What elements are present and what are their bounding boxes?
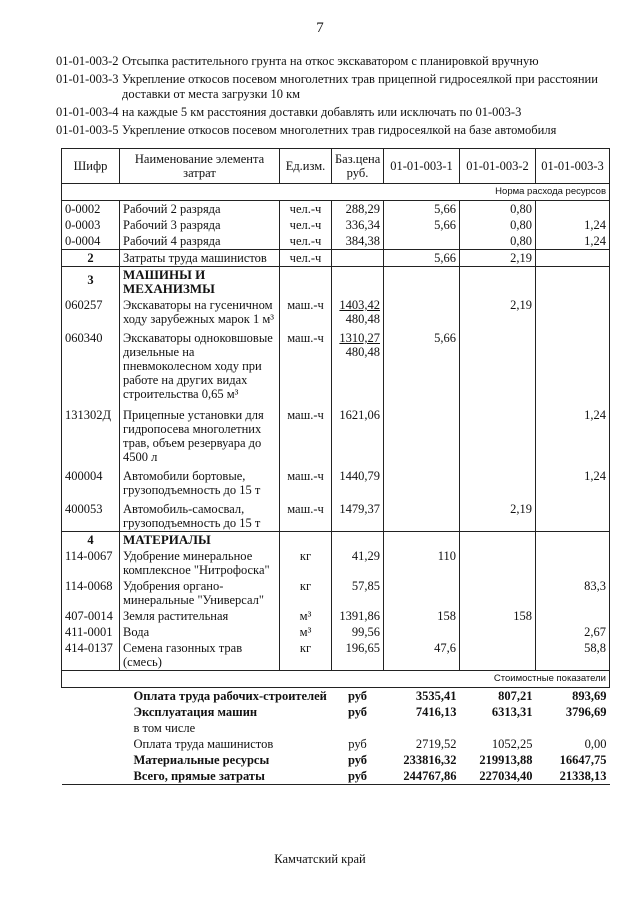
summary-value-2: 6313,31 <box>491 705 533 719</box>
row-unit: чел.-ч <box>280 201 332 218</box>
definition-text: на каждые 5 км расстояния доставки добавлять или исключать по 01-003-3 <box>122 105 522 119</box>
table-row <box>62 402 610 465</box>
definition-text: Укрепление откосов посевом многолетних трав прицепной гидросеялкой при расстоянии доставки от места загрузки 10 км <box>122 72 598 101</box>
definition-code: 01-01-003-2 <box>56 54 119 68</box>
row-price: 196,65 <box>332 640 384 671</box>
row-value-1: 158 <box>384 608 460 624</box>
row-name: Автомобили бортовые, грузоподъемность до 15 т <box>120 465 280 498</box>
footer-region: Камчатский край <box>274 852 366 866</box>
row-name: Семена газонных трав (смесь) <box>120 640 280 671</box>
row-value-3: 1,24 <box>536 402 610 465</box>
summary-unit: руб <box>347 753 368 767</box>
table-row <box>62 578 610 608</box>
row-price-machinist: 480,48 <box>345 345 380 359</box>
header-unit: Ед.изм. <box>280 149 332 184</box>
row-value-3 <box>536 548 610 578</box>
row-value-1: 47,6 <box>384 640 460 671</box>
definition-item <box>56 123 616 138</box>
row-value-2 <box>460 548 536 578</box>
row-unit: кг <box>280 578 332 608</box>
row-value-1 <box>384 233 460 250</box>
row-name: Удобрение минеральное комплексное "Нитрофоска" <box>120 548 280 578</box>
definition-text: Отсыпка растительного грунта на откос экскаватором с планировкой вручную <box>122 54 539 68</box>
summary-row <box>62 688 610 705</box>
summary-value-1: 2719,52 <box>415 737 457 751</box>
row-name: Прицепные установки для гидропосева многолетних трав, объем резервуара до 4500 л <box>120 402 280 465</box>
row-value-3 <box>536 297 610 327</box>
header-col2: 01-01-003-2 <box>460 149 536 184</box>
summary-name: Материальные ресурсы <box>133 753 270 767</box>
row-unit: кг <box>280 640 332 671</box>
resource-table <box>61 148 610 785</box>
row-value-2: 2,19 <box>460 498 536 532</box>
row-value-3: 83,3 <box>536 578 610 608</box>
row-code: 400004 <box>62 465 120 498</box>
row-code: 114-0068 <box>62 578 120 608</box>
row-unit: маш.-ч <box>280 402 332 465</box>
row-name: Рабочий 3 разряда <box>120 217 280 233</box>
row-name: Рабочий 2 разряда <box>120 201 280 218</box>
row-value-3: 58,8 <box>536 640 610 671</box>
section-row <box>62 267 610 298</box>
row-value-1: 5,66 <box>384 327 460 402</box>
table-row <box>62 297 610 327</box>
section-title: МАТЕРИАЛЫ <box>120 532 280 549</box>
row-code: 060257 <box>62 297 120 327</box>
row-price: 1310,27 <box>339 331 380 345</box>
table-row <box>62 608 610 624</box>
row-name: Экскаваторы на гусеничном ходу зарубежных марок 1 м³ <box>120 297 280 327</box>
summary-value-3: 21338,13 <box>536 768 610 785</box>
row-price: 336,34 <box>332 217 384 233</box>
row-code: 114-0067 <box>62 548 120 578</box>
table-row <box>62 640 610 671</box>
norm-label: Норма расхода ресурсов <box>62 184 610 201</box>
summary-unit: руб <box>347 689 368 703</box>
definition-code: 01-01-003-4 <box>56 105 119 119</box>
table-row <box>62 327 610 402</box>
row-value-1 <box>384 498 460 532</box>
summary-name: Всего, прямые затраты <box>120 768 332 785</box>
row-price <box>332 250 384 267</box>
row-name: Земля растительная <box>120 608 280 624</box>
definition-code: 01-01-003-5 <box>56 123 119 137</box>
row-unit: маш.-ч <box>280 327 332 402</box>
definition-code: 01-01-003-3 <box>56 72 119 86</box>
row-unit: чел.-ч <box>280 233 332 250</box>
row-name: Вода <box>120 624 280 640</box>
row-price-machinist: 480,48 <box>345 312 380 326</box>
summary-name: Оплата труда рабочих-строителей <box>133 689 327 703</box>
row-unit: маш.-ч <box>280 498 332 532</box>
definition-text: Укрепление откосов посевом многолетних трав гидросеялкой на базе автомобиля <box>122 123 557 137</box>
row-price: 99,56 <box>332 624 384 640</box>
row-value-2 <box>460 640 536 671</box>
row-price: 57,85 <box>332 578 384 608</box>
header-code: Шифр <box>62 149 120 184</box>
definitions-list <box>56 54 616 141</box>
row-value-1 <box>384 578 460 608</box>
row-value-2 <box>460 578 536 608</box>
row-price: 1440,79 <box>332 465 384 498</box>
row-price: 288,29 <box>332 201 384 218</box>
table-row <box>62 548 610 578</box>
row-value-2 <box>460 402 536 465</box>
row-value-1: 110 <box>384 548 460 578</box>
summary-value-1: 233816,32 <box>403 753 457 767</box>
table-row <box>62 250 610 267</box>
table-row <box>62 624 610 640</box>
summary-value-1: 244767,86 <box>384 768 460 785</box>
table-header-row <box>62 149 610 184</box>
row-value-2: 0,80 <box>460 217 536 233</box>
table-row <box>62 465 610 498</box>
row-code: 411-0001 <box>62 624 120 640</box>
header-price: Баз.цена руб. <box>332 149 384 184</box>
definition-item <box>56 54 616 69</box>
cost-label-row <box>62 671 610 688</box>
row-value-1 <box>384 297 460 327</box>
row-price: 41,29 <box>332 548 384 578</box>
row-value-3: 1,24 <box>536 233 610 250</box>
summary-value-2: 807,21 <box>498 689 533 703</box>
header-col1: 01-01-003-1 <box>384 149 460 184</box>
row-unit: кг <box>280 548 332 578</box>
summary-row <box>62 752 610 768</box>
section-code: 4 <box>62 532 120 549</box>
summary-value-3: 0,00 <box>584 737 607 751</box>
row-unit: маш.-ч <box>280 297 332 327</box>
row-value-1: 5,66 <box>384 217 460 233</box>
row-value-1: 5,66 <box>384 250 460 267</box>
summary-value-1: 7416,13 <box>415 705 457 719</box>
row-value-3 <box>536 201 610 218</box>
row-code: 400053 <box>62 498 120 532</box>
summary-row <box>62 720 610 736</box>
row-value-2 <box>460 327 536 402</box>
row-value-1: 5,66 <box>384 201 460 218</box>
row-price: 1479,37 <box>332 498 384 532</box>
row-name: Экскаваторы одноковшовые дизельные на пневмоколесном ходу при работе на других видах строительства 0,65 м³ <box>120 327 280 402</box>
table-row <box>62 217 610 233</box>
table-row <box>62 201 610 218</box>
row-value-3 <box>536 498 610 532</box>
row-unit: м³ <box>280 624 332 640</box>
row-code: 2 <box>62 250 120 267</box>
summary-value-3: 893,69 <box>572 689 607 703</box>
section-code: 3 <box>62 267 120 298</box>
row-value-3 <box>536 250 610 267</box>
summary-name: Оплата труда машинистов <box>133 737 274 751</box>
section-row <box>62 532 610 549</box>
row-name: Автомобиль-самосвал, грузоподъемность до 15 т <box>120 498 280 532</box>
cost-label: Стоимостные показатели <box>62 671 610 688</box>
summary-unit: руб <box>332 768 384 785</box>
summary-row <box>62 736 610 752</box>
row-value-3 <box>536 327 610 402</box>
row-code: 060340 <box>62 327 120 402</box>
summary-name: в том числе <box>133 721 196 735</box>
row-value-2 <box>460 624 536 640</box>
definition-item <box>56 72 616 102</box>
row-value-2: 0,80 <box>460 233 536 250</box>
row-price: 384,38 <box>332 233 384 250</box>
row-value-1 <box>384 624 460 640</box>
row-unit: м³ <box>280 608 332 624</box>
summary-row <box>62 768 610 785</box>
definition-item <box>56 105 616 120</box>
summary-value-2: 1052,25 <box>491 737 533 751</box>
row-code: 407-0014 <box>62 608 120 624</box>
summary-row <box>62 704 610 720</box>
row-price: 1403,42 <box>339 298 380 312</box>
table-row <box>62 498 610 532</box>
row-code: 414-0137 <box>62 640 120 671</box>
summary-value-3: 16647,75 <box>559 753 607 767</box>
row-value-2: 0,80 <box>460 201 536 218</box>
section-title: МАШИНЫ И МЕХАНИЗМЫ <box>120 267 280 298</box>
row-name: Удобрения органо-минеральные "Универсал" <box>120 578 280 608</box>
row-value-2: 158 <box>460 608 536 624</box>
summary-unit: руб <box>347 705 368 719</box>
row-value-2: 2,19 <box>460 250 536 267</box>
summary-value-2: 219913,88 <box>479 753 533 767</box>
row-price: 1391,86 <box>332 608 384 624</box>
row-value-3: 1,24 <box>536 217 610 233</box>
row-value-1 <box>384 465 460 498</box>
header-col3: 01-01-003-3 <box>536 149 610 184</box>
row-value-2: 2,19 <box>460 297 536 327</box>
row-price: 1621,06 <box>332 402 384 465</box>
header-name: Наименование элемента затрат <box>120 149 280 184</box>
row-unit: маш.-ч <box>280 465 332 498</box>
summary-value-3: 3796,69 <box>565 705 607 719</box>
page-number: 7 <box>316 20 324 36</box>
row-value-3: 1,24 <box>536 465 610 498</box>
row-code: 131302Д <box>62 402 120 465</box>
table-row <box>62 233 610 250</box>
row-value-2 <box>460 465 536 498</box>
row-code: 0-0003 <box>62 217 120 233</box>
summary-value-2: 227034,40 <box>460 768 536 785</box>
summary-value-1: 3535,41 <box>415 689 457 703</box>
row-value-3 <box>536 608 610 624</box>
row-code: 0-0002 <box>62 201 120 218</box>
row-name: Затраты труда машинистов <box>120 250 280 267</box>
row-unit: чел.-ч <box>280 217 332 233</box>
row-name: Рабочий 4 разряда <box>120 233 280 250</box>
summary-unit: руб <box>348 737 367 751</box>
summary-name: Эксплуатация машин <box>133 705 258 719</box>
row-value-1 <box>384 402 460 465</box>
norm-label-row <box>62 184 610 201</box>
row-unit: чел.-ч <box>280 250 332 267</box>
row-code: 0-0004 <box>62 233 120 250</box>
row-value-3: 2,67 <box>536 624 610 640</box>
